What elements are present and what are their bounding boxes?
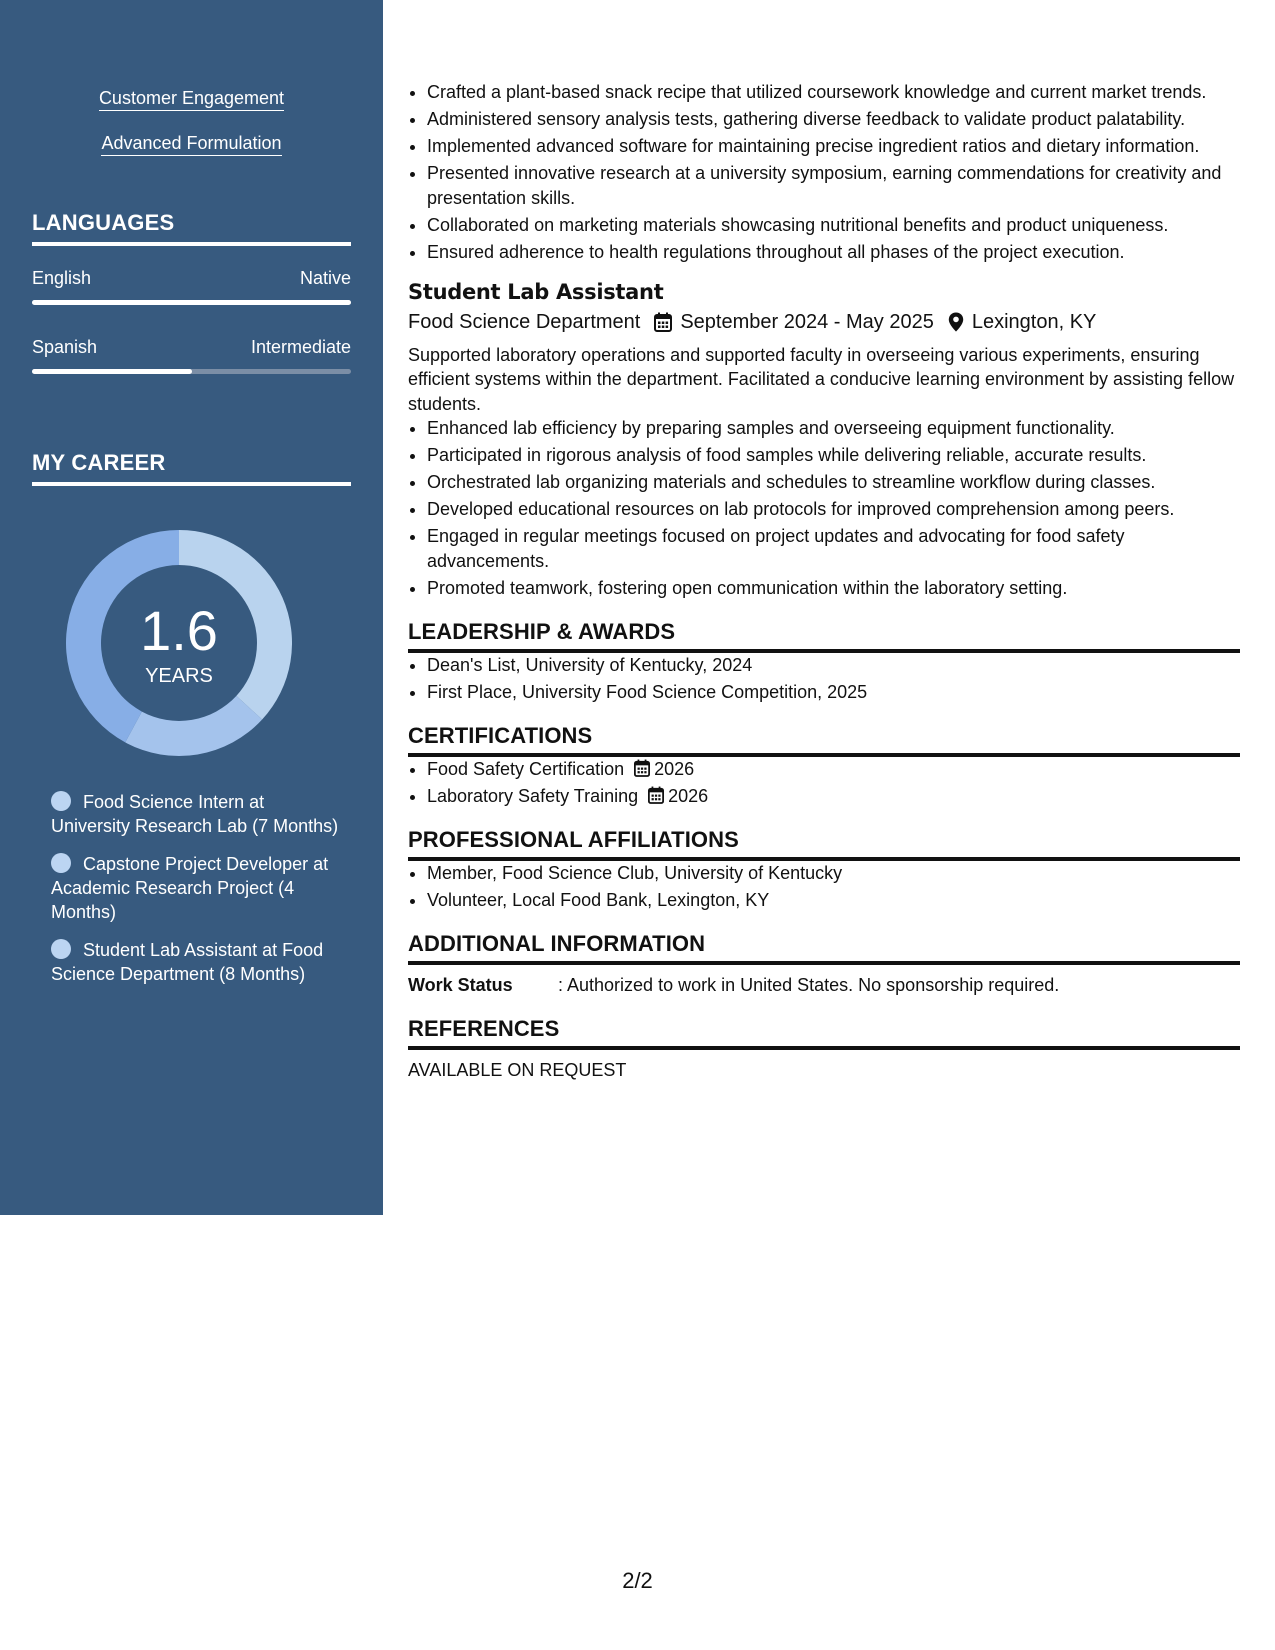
list-item: • Orchestrated lab organizing materials and schedules to streamline workflow during classes. [427, 470, 1240, 495]
list-item: • Ensured adherence to health regulations throughout all phases of the project execution. [427, 240, 1240, 265]
job-description: Supported laboratory operations and supported faculty in overseeing various experiments, ensuring efficient systems within the department. Facilitated a conducive learning environment by assisting fellow students. [408, 344, 1235, 414]
list-item: • Developed educational resources on lab protocols for improved comprehension among peers. [427, 497, 1240, 522]
calendar-icon [654, 312, 672, 332]
list-item: • Dean's List, University of Kentucky, 2024 [427, 653, 1240, 678]
list-item: • Promoted teamwork, fostering open communication within the laboratory setting. [427, 576, 1240, 601]
work-status-row [408, 973, 1240, 998]
list-item: • Volunteer, Local Food Bank, Lexington, KY [427, 888, 1240, 913]
career-total [66, 530, 292, 756]
references-heading: REFERENCES [408, 1017, 1240, 1050]
skill-item: Advanced Formulation [0, 133, 383, 154]
career-heading: MY CAREER [32, 450, 351, 486]
job-meta [408, 310, 1240, 335]
language-proficiency-bar [32, 300, 351, 305]
page-number: 2/2 [622, 1568, 653, 1593]
job-dates: September 2024 - May 2025 [680, 311, 934, 333]
sidebar [0, 0, 383, 1215]
languages-heading: LANGUAGES [32, 210, 351, 246]
list-item: • Engaged in regular meetings focused on project updates and advocating for food safety advancements. [427, 524, 1240, 573]
job-bullets [408, 416, 1240, 600]
list-item: • Member, Food Science Club, University of Kentucky [427, 861, 1240, 886]
language-proficiency-fill [32, 369, 192, 374]
list-item: • Administered sensory analysis tests, gathering diverse feedback to validate product palatability. [427, 107, 1240, 132]
work-status-label: Work Status [408, 974, 513, 995]
job-location: Lexington, KY [971, 311, 1097, 333]
career-item: Student Lab Assistant at Food Science Department (8 Months) [51, 940, 324, 984]
career-list [51, 790, 341, 1000]
list-item: • Enhanced lab efficiency by preparing samples and overseeing equipment functionality. [427, 416, 1240, 441]
language-row [32, 337, 351, 358]
list-item: • Implemented advanced software for maintaining precise ingredient ratios and dietary information. [427, 134, 1240, 159]
certification-item: • Food Safety Certification 2026 [427, 757, 1240, 782]
calendar-icon [648, 786, 664, 804]
previous-job-bullets [408, 80, 1240, 264]
job-org: Food Science Department [408, 311, 641, 333]
career-item: Food Science Intern at University Research Lab (7 Months) [51, 792, 339, 836]
list-item: • Crafted a plant-based snack recipe that utilized coursework knowledge and current market trends. [427, 80, 1240, 105]
language-proficiency-bar [32, 369, 351, 374]
list-item: • First Place, University Food Science Competition, 2025 [427, 680, 1240, 705]
job-title: Student Lab Assistant [408, 280, 664, 304]
language-name: English [32, 268, 92, 288]
career-item: Capstone Project Developer at Academic Research Project (4 Months) [51, 854, 329, 922]
list-item: • Collaborated on marketing materials showcasing nutritional benefits and product uniqueness. [427, 213, 1240, 238]
work-status-value: : Authorized to work in United States. No sponsorship required. [558, 974, 1060, 995]
list-item: • Presented innovative research at a university symposium, earning commendations for creativity and presentation skills. [427, 161, 1240, 210]
career-dot-icon [51, 853, 71, 873]
career-total-value: 1.6 [140, 598, 218, 662]
career-dot-icon [51, 939, 71, 959]
list-item: • Participated in rigorous analysis of food samples while delivering reliable, accurate results. [427, 443, 1240, 468]
language-name: Spanish [32, 337, 98, 357]
language-level: Intermediate [250, 337, 351, 357]
certifications-heading: CERTIFICATIONS [408, 724, 1240, 757]
language-row [32, 268, 351, 289]
career-dot-icon [51, 791, 71, 811]
affiliations-list [408, 861, 1240, 913]
main-content [408, 80, 1240, 1082]
leadership-heading: LEADERSHIP & AWARDS [408, 620, 1240, 653]
skill-item: Customer Engagement [0, 88, 383, 109]
certification-item: • Laboratory Safety Training 2026 [427, 784, 1240, 809]
certifications-list [408, 757, 1240, 809]
additional-info-heading: ADDITIONAL INFORMATION [408, 932, 1240, 965]
language-proficiency-fill [32, 300, 351, 305]
affiliations-heading: PROFESSIONAL AFFILIATIONS [408, 828, 1240, 861]
language-level: Native [299, 268, 351, 288]
career-total-unit: YEARS [145, 664, 213, 687]
leadership-list [408, 653, 1240, 705]
references-text: AVAILABLE ON REQUEST [408, 1059, 627, 1080]
location-pin-icon [948, 312, 964, 332]
calendar-icon [634, 759, 650, 777]
